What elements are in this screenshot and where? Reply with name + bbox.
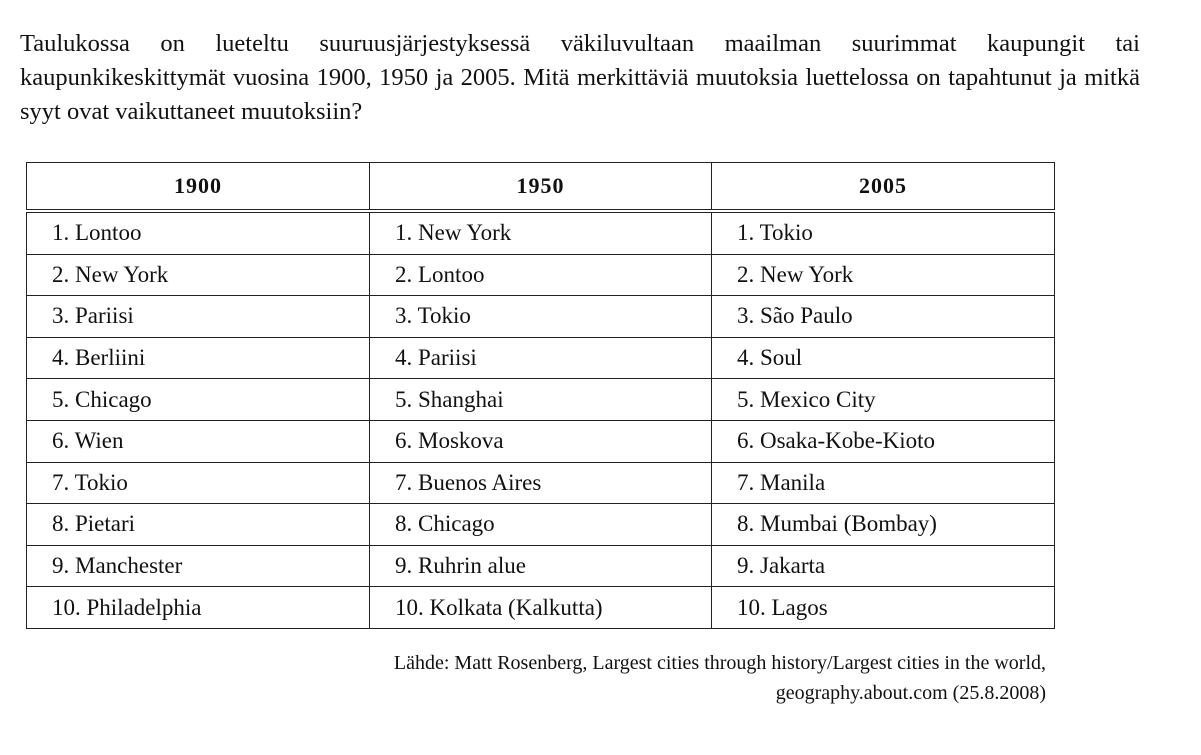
table-cell: 7. Buenos Aires [370,462,712,504]
table-cell: 10. Lagos [712,587,1055,629]
table-row [27,296,1055,338]
source-line-2: geography.about.com (25.8.2008) [775,682,1046,704]
table-row [27,504,1055,546]
table-cell: 10. Kolkata (Kalkutta) [370,587,712,629]
table-cell: 7. Tokio [27,462,370,504]
table-cell: 7. Manila [712,462,1055,504]
table-row [27,420,1055,462]
table-cell: 9. Manchester [27,545,370,587]
intro-question [20,27,1140,129]
table-cell: 8. Chicago [370,504,712,546]
table-cell: 2. New York [712,254,1055,296]
table-cell: 9. Ruhrin alue [370,545,712,587]
source-citation [200,648,1046,708]
table-cell: 1. Tokio [712,211,1055,254]
source-line-1: Lähde: Matt Rosenberg, Largest cities through history/Largest cities in the world, [393,652,1046,674]
table-row [27,337,1055,379]
table-row [27,587,1055,629]
table-cell: 3. São Paulo [712,296,1055,338]
table-cell: 5. Mexico City [712,379,1055,421]
table-cell: 4. Pariisi [370,337,712,379]
table-cell: 1. New York [370,211,712,254]
table-cell: 6. Wien [27,420,370,462]
table-cell: 9. Jakarta [712,545,1055,587]
intro-text: Taulukossa on lueteltu suuruusjärjestyksessä väkiluvultaan maailman suurimmat kaupungit tai kaupunkikeskittymät vuosina 1900, 1950 ja 2005. Mitä merkittäviä muutoksia luettelossa on tapahtunut ja mitkä syyt ovat vaikuttaneet muutoksiin? [20,30,1140,125]
table-row [27,545,1055,587]
column-header-2005: 2005 [712,163,1055,212]
table-cell: 8. Pietari [27,504,370,546]
table-cell: 6. Osaka-Kobe-Kioto [712,420,1055,462]
table-row [27,379,1055,421]
table-cell: 3. Pariisi [27,296,370,338]
table-cell: 2. Lontoo [370,254,712,296]
table-row [27,211,1055,254]
cities-table-container [26,162,1054,629]
table-cell: 5. Shanghai [370,379,712,421]
column-header-1950: 1950 [370,163,712,212]
table-cell: 2. New York [27,254,370,296]
table-cell: 6. Moskova [370,420,712,462]
table-cell: 10. Philadelphia [27,587,370,629]
largest-cities-table [26,162,1055,629]
table-cell: 3. Tokio [370,296,712,338]
table-cell: 4. Berliini [27,337,370,379]
table-header-row [27,163,1055,212]
table-cell: 1. Lontoo [27,211,370,254]
table-row [27,462,1055,504]
table-cell: 8. Mumbai (Bombay) [712,504,1055,546]
table-cell: 4. Soul [712,337,1055,379]
table-cell: 5. Chicago [27,379,370,421]
column-header-1900: 1900 [27,163,370,212]
table-row [27,254,1055,296]
